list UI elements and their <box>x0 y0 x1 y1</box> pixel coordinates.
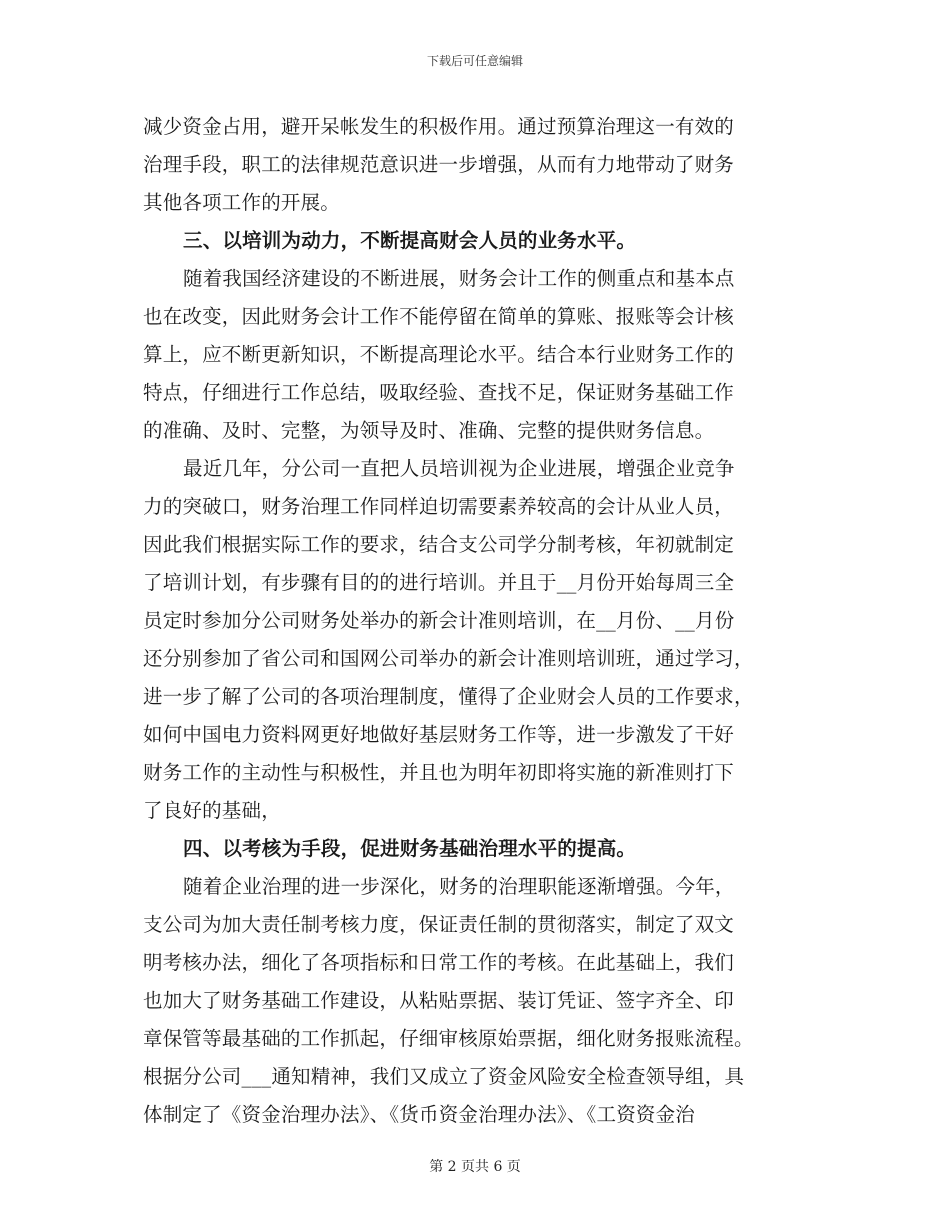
section-heading: 四、以考核为手段，促进财务基础治理水平的提高。 <box>183 837 637 860</box>
body-line: 算上，应不断更新知识，不断提高理论水平。结合本行业财务工作的 <box>143 343 735 366</box>
body-line: 员定时参加分公司财务处举办的新会计准则培训，在__月份、__月份 <box>143 609 735 632</box>
body-line: 治理手段，职工的法律规范意识进一步增强，从而有力地带动了财务 <box>143 153 735 176</box>
body-line: 特点，仔细进行工作总结，吸取经验、查找不足，保证财务基础工作 <box>143 381 735 404</box>
section-heading: 三、以培训为动力，不断提高财会人员的业务水平。 <box>183 229 637 252</box>
body-line: 也加大了财务基础工作建设，从粘贴票据、装订凭证、签字齐全、印 <box>143 989 735 1012</box>
paragraph-start-line: 随着企业治理的进一步深化，财务的治理职能逐渐增强。今年， <box>183 875 735 898</box>
body-line: 力的突破口，财务治理工作同样迫切需要素养较高的会计从业人员， <box>143 495 735 518</box>
body-line: 如何中国电力资料网更好地做好基层财务工作等，进一步激发了干好 <box>143 723 735 746</box>
body-line: 明考核办法，细化了各项指标和日常工作的考核。在此基础上，我们 <box>143 951 735 974</box>
paragraph-start-line: 最近几年，分公司一直把人员培训视为企业进展，增强企业竞争 <box>183 457 735 480</box>
body-line: 体制定了《资金治理办法》、《货币资金治理办法》、《工资资金治 <box>143 1103 696 1126</box>
body-line: 财务工作的主动性与积极性，并且也为明年初即将实施的新准则打下 <box>143 761 735 784</box>
paragraph-start-line: 随着我国经济建设的不断进展，财务会计工作的侧重点和基本点 <box>183 267 735 290</box>
document-body <box>143 108 803 1134</box>
body-line: 进一步了解了公司的各项治理制度，懂得了企业财会人员的工作要求， <box>143 685 754 708</box>
page-header: 下载后可任意编辑 <box>426 54 523 68</box>
body-line: 章保管等最基础的工作抓起，仔细审核原始票据，细化财务报账流程。 <box>143 1027 754 1050</box>
body-line: 还分别参加了省公司和国网公司举办的新会计准则培训班，通过学习， <box>143 647 754 670</box>
body-line: 的准确、及时、完整，为领导及时、准确、完整的提供财务信息。 <box>143 419 715 442</box>
page-number-footer: 第 2 页共 6 页 <box>429 1159 521 1175</box>
body-line: 也在改变，因此财务会计工作不能停留在简单的算账、报账等会计核 <box>143 305 735 328</box>
body-line: 了培训计划，有步骤有目的的进行培训。并且于__月份开始每周三全 <box>143 571 735 594</box>
body-line: 支公司为加大责任制考核力度，保证责任制的贯彻落实，制定了双文 <box>143 913 735 936</box>
body-line: 了良好的基础， <box>143 799 281 822</box>
body-line: 其他各项工作的开展。 <box>143 191 341 214</box>
body-line: 因此我们根据实际工作的要求，结合支公司学分制考核，年初就制定 <box>143 533 735 556</box>
body-line: 根据分公司___通知精神，我们又成立了资金风险安全检查领导组，具 <box>143 1065 745 1088</box>
body-line: 减少资金占用，避开呆帐发生的积极作用。通过预算治理这一有效的 <box>143 115 735 138</box>
